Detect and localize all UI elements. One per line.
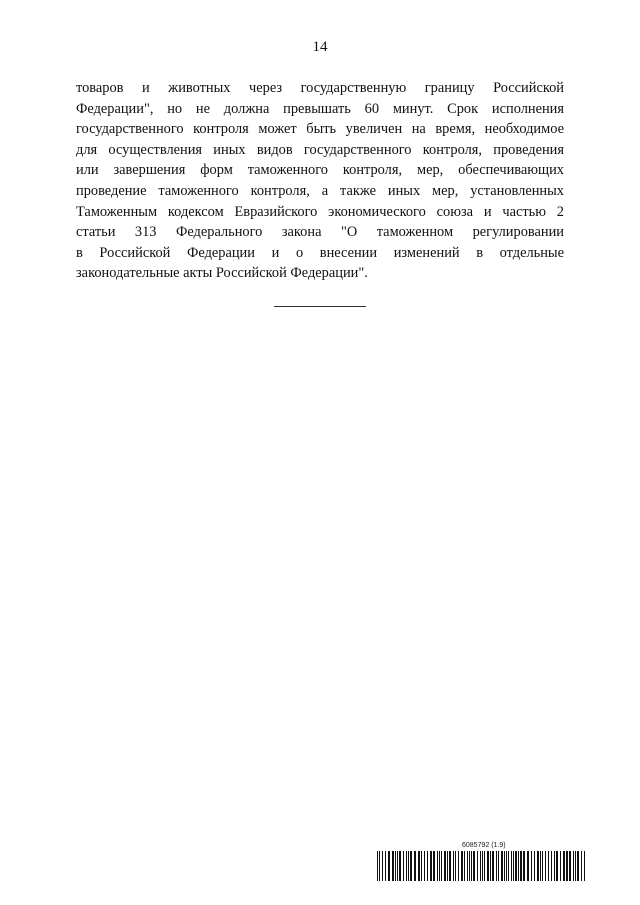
text-line: Таможенным кодексом Евразийского экономического союза и частью 2 <box>76 203 564 220</box>
text-line: или завершения форм таможенного контроля, мер, обеспечивающих <box>76 162 564 179</box>
text-line: статьи 313 Федерального закона "О таможенном регулировании <box>76 224 564 241</box>
text-line: государственного контроля может быть увеличен на время, необходимое <box>76 121 564 138</box>
text-line: для осуществления иных видов государственного контроля, проведения <box>76 141 564 158</box>
barcode-caption: 6085792 (1.9) <box>462 842 506 849</box>
end-separator-line <box>274 306 366 307</box>
page-number: 14 <box>312 39 328 55</box>
text-line: законодательные акты Российской Федерации". <box>76 265 368 282</box>
barcode-image <box>376 851 588 881</box>
text-line: в Российской Федерации и о внесении изменений в отдельные <box>76 244 564 261</box>
text-line: Федерации", но не должна превышать 60 минут. Срок исполнения <box>76 100 564 117</box>
text-line: товаров и животных через государственную границу Российской <box>76 80 564 96</box>
text-line: проведение таможенного контроля, а также иных мер, установленных <box>76 182 564 199</box>
barcode-block <box>376 842 588 882</box>
body-text <box>76 78 564 284</box>
